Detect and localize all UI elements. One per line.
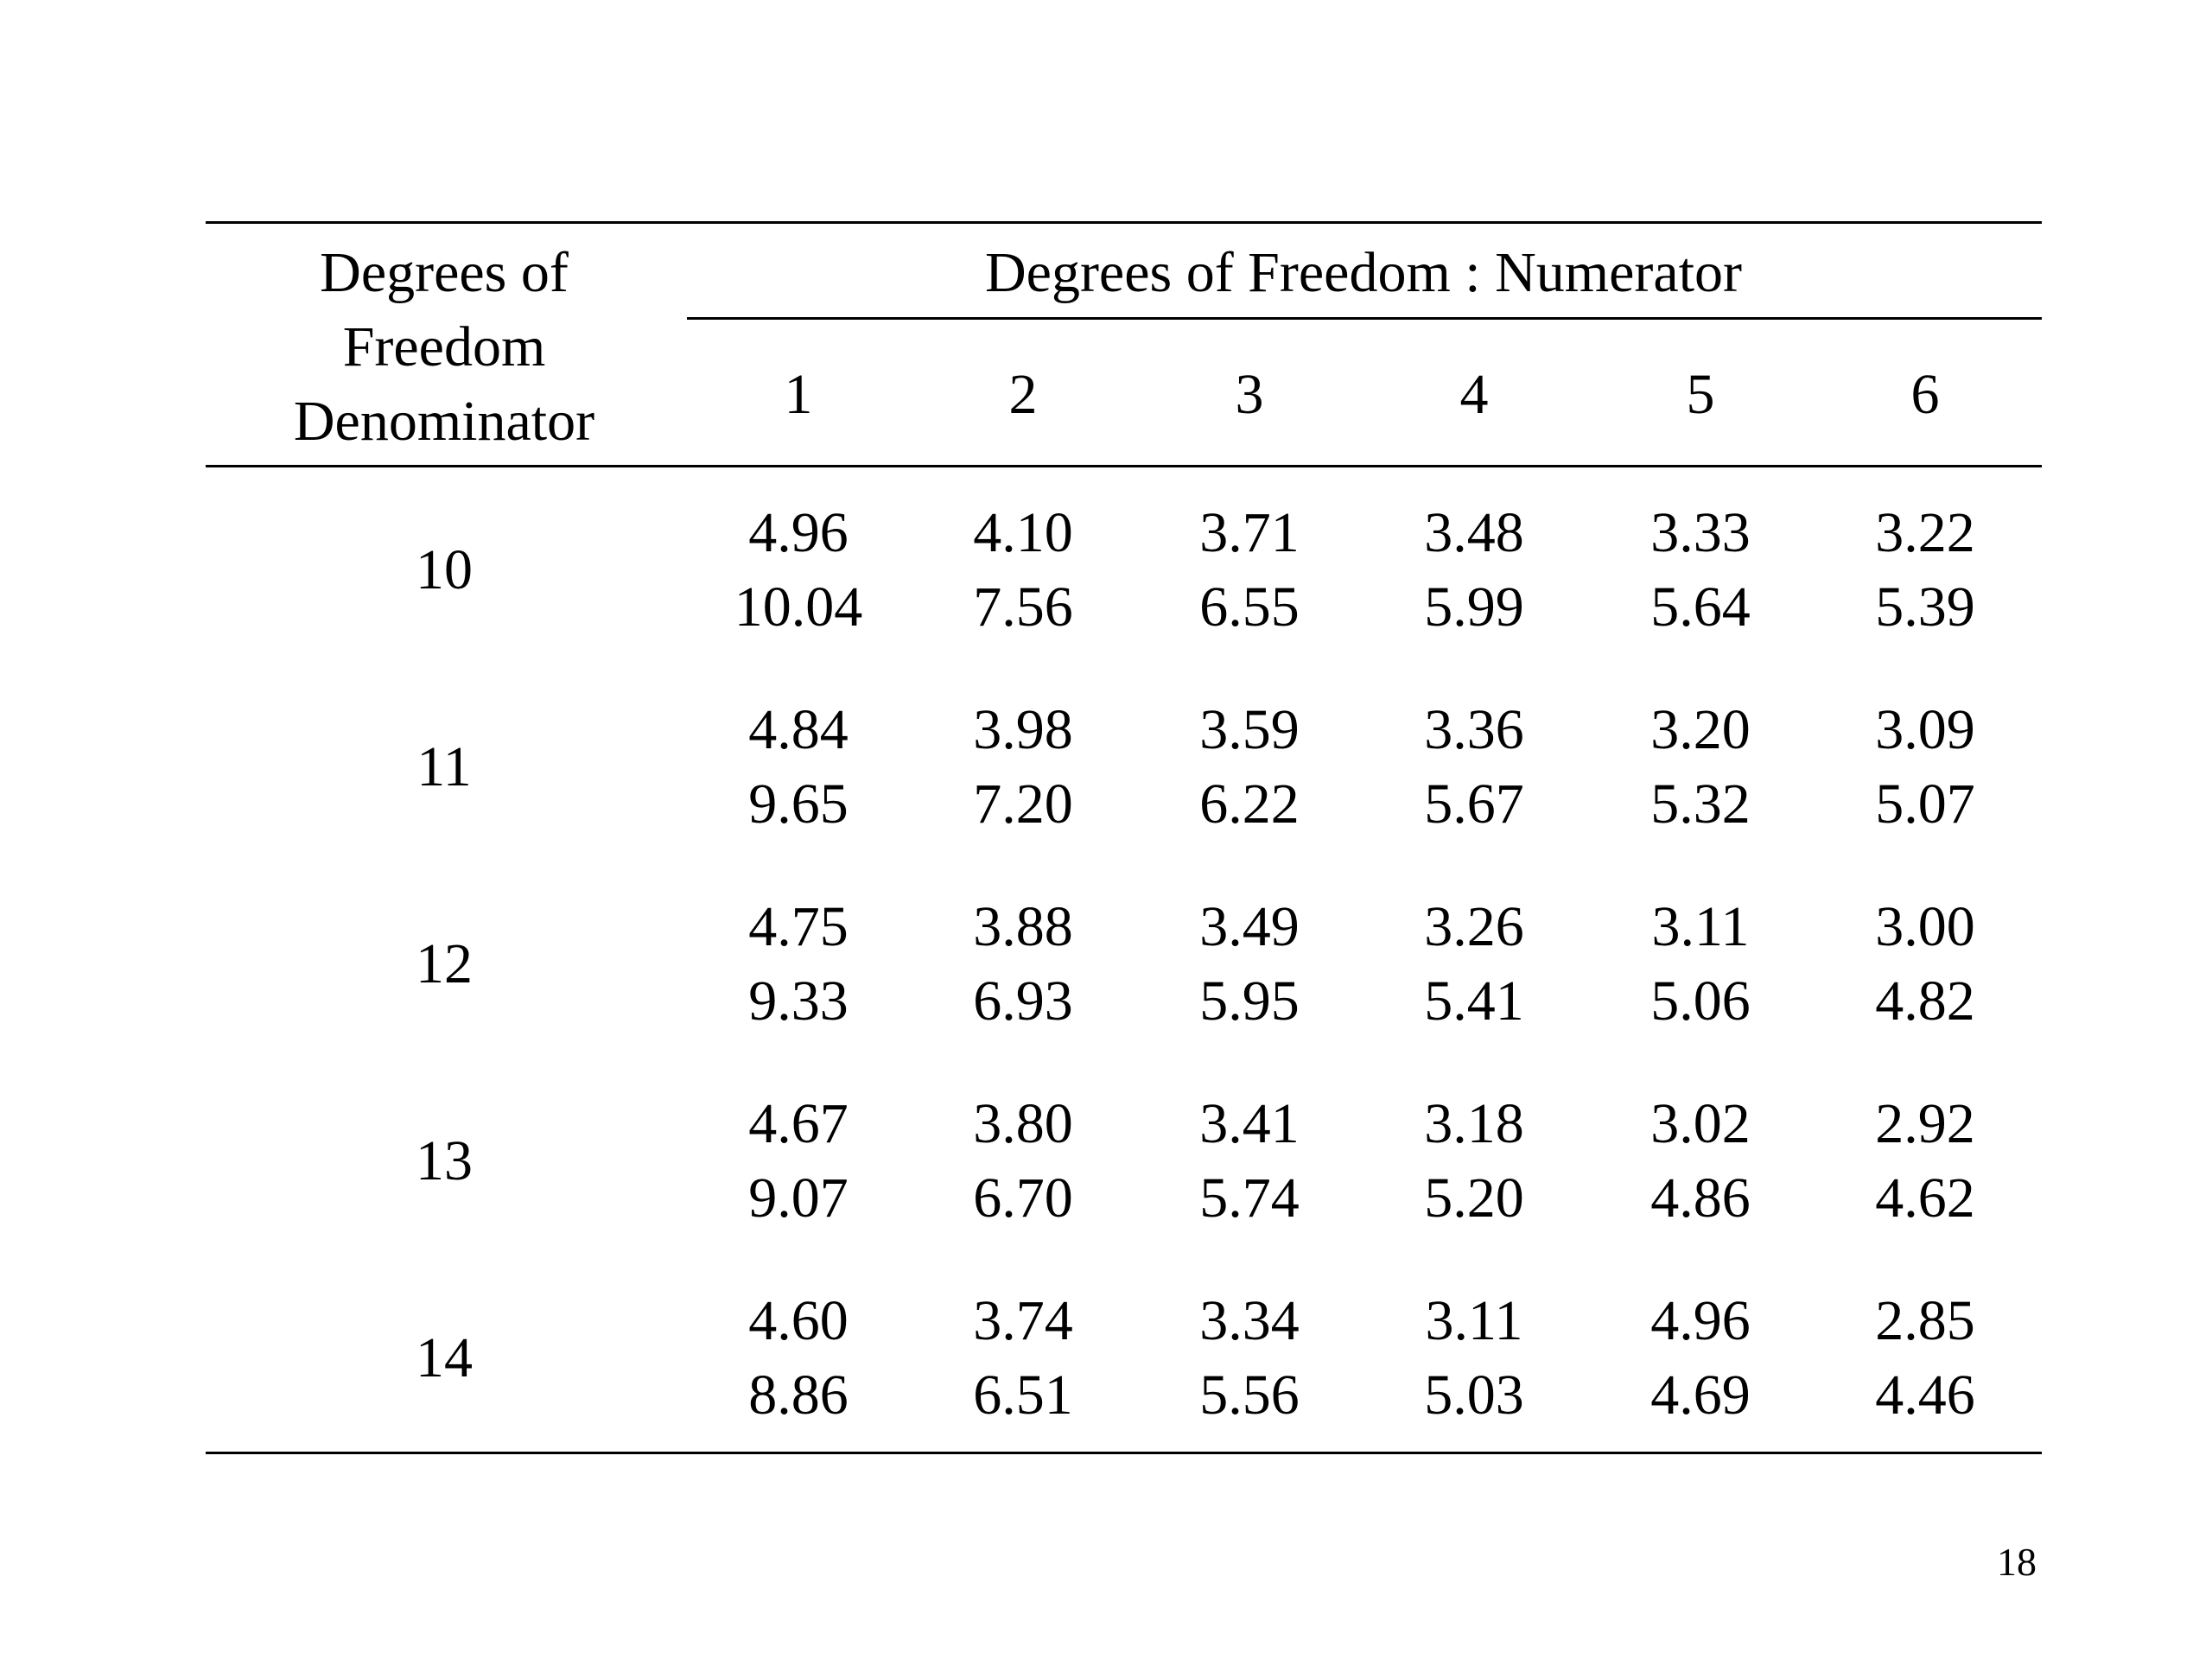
table-cell-upper: 4.75 [748,895,849,958]
column-header: 3 [1235,363,1264,426]
table-cell-lower: 5.06 [1650,969,1751,1033]
table-cell-upper: 2.92 [1875,1092,1975,1155]
table-cell-lower: 4.86 [1650,1166,1751,1230]
column-header: 1 [784,363,813,426]
table-cell-upper: 3.41 [1199,1092,1300,1155]
table-top-rule [206,221,2042,224]
table-cell-upper: 3.48 [1424,501,1524,564]
column-header: 5 [1686,363,1715,426]
table-cell-upper: 2.85 [1875,1289,1975,1352]
table-cell-lower: 5.07 [1875,772,1975,836]
table-cell-lower: 5.20 [1424,1166,1524,1230]
table-cell-lower: 5.41 [1424,969,1524,1033]
table-cell-upper: 3.33 [1650,501,1751,564]
table-cell-lower: 6.55 [1199,575,1300,639]
column-header: 4 [1459,363,1489,426]
table-cell-upper: 3.98 [973,698,1073,761]
table-cell-upper: 3.74 [973,1289,1073,1352]
table-cell-upper: 3.88 [973,895,1073,958]
column-header: 6 [1910,363,1940,426]
table-cell-lower: 7.20 [973,772,1073,836]
table-cell-upper: 3.71 [1199,501,1300,564]
row-header-line: Degrees of [320,241,569,304]
table-cell-lower: 5.56 [1199,1363,1300,1427]
table-cell-upper: 3.22 [1875,501,1975,564]
table-cell-lower: 4.46 [1875,1363,1975,1427]
table-cell-lower: 5.67 [1424,772,1524,836]
table-cell-lower: 5.99 [1424,575,1524,639]
row-label: 10 [416,538,473,601]
table-cell-lower: 5.03 [1424,1363,1524,1427]
table-cell-lower: 9.65 [748,772,849,836]
table-cell-lower: 9.33 [748,969,849,1033]
table-cell-upper: 4.67 [748,1092,849,1155]
table-cell-lower: 5.95 [1199,969,1300,1033]
table-cell-lower: 6.51 [973,1363,1073,1427]
row-label: 12 [416,932,473,995]
row-header-line: Denominator [293,390,595,453]
table-cell-lower: 6.22 [1199,772,1300,836]
table-cell-upper: 4.60 [748,1289,849,1352]
table-cell-upper: 3.00 [1875,895,1975,958]
table-cell-upper: 3.59 [1199,698,1300,761]
table-cell-lower: 6.70 [973,1166,1073,1230]
table-cell-lower: 4.62 [1875,1166,1975,1230]
table-cell-lower: 10.04 [734,575,863,639]
column-group-rule [687,317,2042,320]
table-cell-upper: 4.96 [748,501,849,564]
table-cell-upper: 3.09 [1875,698,1975,761]
table-cell-upper: 3.11 [1425,1289,1523,1352]
table-cell-upper: 3.49 [1199,895,1300,958]
row-label: 11 [416,735,472,798]
row-header-line: Freedom [342,315,546,378]
table-cell-upper: 4.96 [1650,1289,1751,1352]
column-header: 2 [1008,363,1038,426]
table-cell-upper: 3.11 [1651,895,1750,958]
table-cell-lower: 4.69 [1650,1363,1751,1427]
table-cell-lower: 7.56 [973,575,1073,639]
table-cell-upper: 3.02 [1650,1092,1751,1155]
table-cell-lower: 5.64 [1650,575,1751,639]
table-cell-lower: 5.32 [1650,772,1751,836]
column-group-header: Degrees of Freedom : Numerator [984,241,1743,304]
table-cell-lower: 5.74 [1199,1166,1300,1230]
table-cell-lower: 9.07 [748,1166,849,1230]
table-cell-upper: 3.80 [973,1092,1073,1155]
table-cell-upper: 3.34 [1199,1289,1300,1352]
table-cell-lower: 5.39 [1875,575,1975,639]
table-cell-upper: 4.10 [973,501,1073,564]
table-bottom-rule [206,1452,2042,1454]
table-cell-upper: 3.18 [1424,1092,1524,1155]
table-cell-upper: 3.26 [1424,895,1524,958]
header-bottom-rule [206,465,2042,467]
table-cell-upper: 4.84 [748,698,849,761]
table-cell-upper: 3.36 [1424,698,1524,761]
table-cell-lower: 4.82 [1875,969,1975,1033]
page-number: 18 [1997,1540,2037,1584]
row-label: 13 [416,1129,473,1192]
table-cell-upper: 3.20 [1650,698,1751,761]
row-label: 14 [416,1326,473,1389]
table-cell-lower: 6.93 [973,969,1073,1033]
table-cell-lower: 8.86 [748,1363,849,1427]
